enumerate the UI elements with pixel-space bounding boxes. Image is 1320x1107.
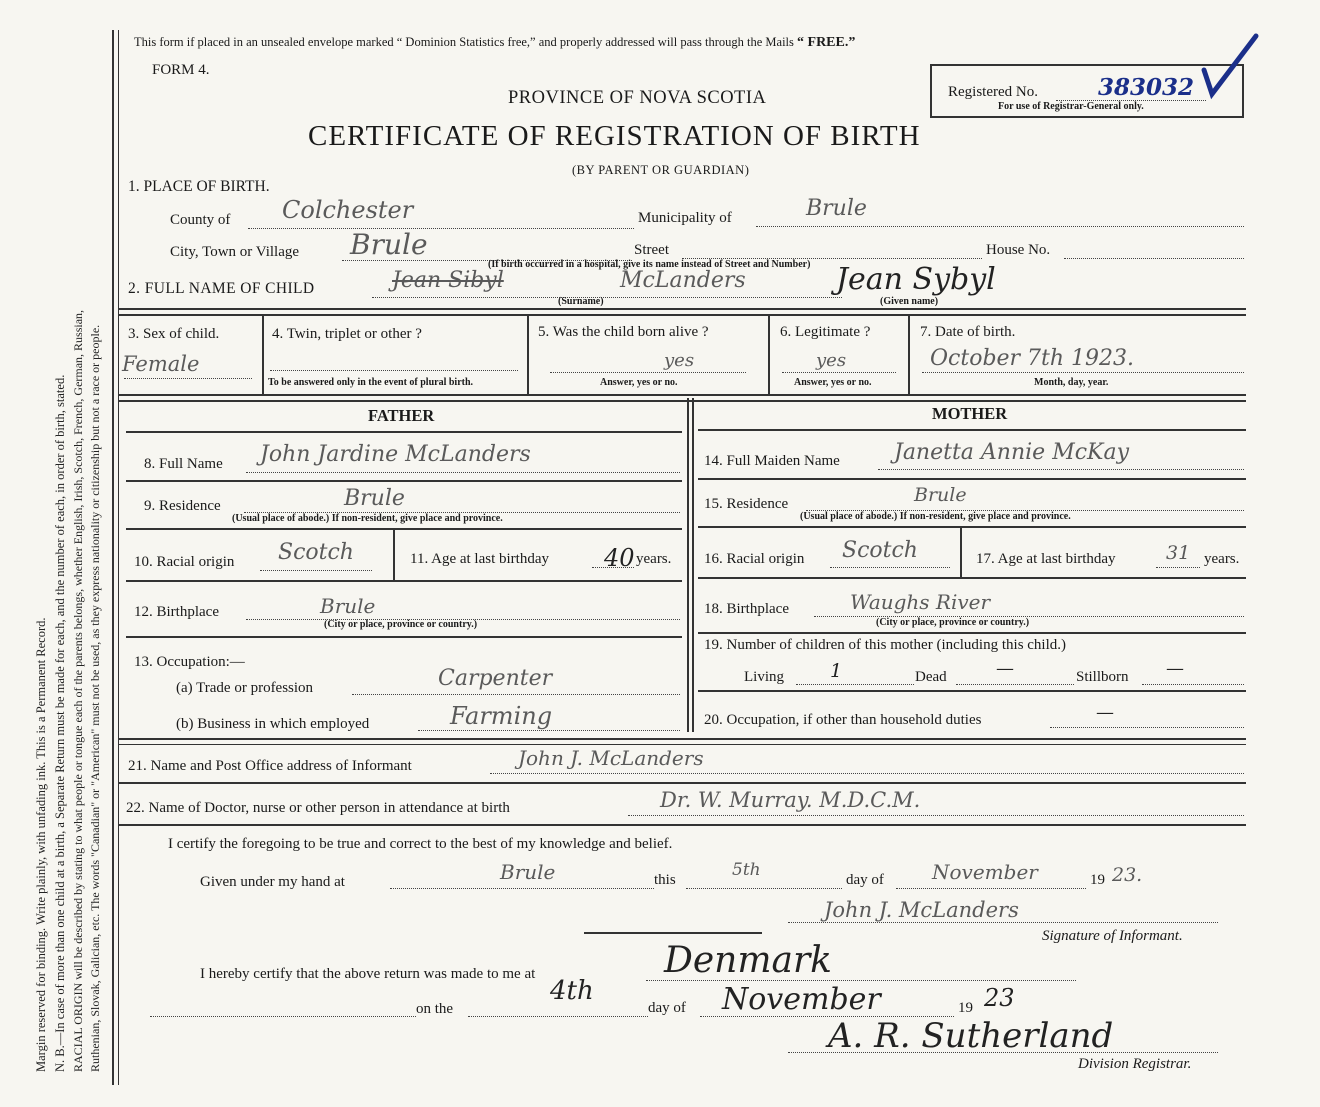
municipality-label: Municipality of: [638, 210, 732, 226]
sex-label: 3. Sex of child.: [128, 326, 220, 342]
given-place-value: Brule: [500, 860, 556, 884]
registered-box: [930, 64, 1244, 118]
registrar-signature: A. R. Sutherland: [828, 1016, 1114, 1056]
mother-age-value: 31: [1166, 542, 1191, 564]
certificate-subtitle: (BY PARENT OR GUARDIAN): [572, 163, 750, 177]
registrar-statement: I hereby certify that the above return was made to me at: [200, 966, 536, 982]
father-age-label: 11. Age at last birthday: [410, 551, 549, 567]
registered-number: 383032: [1098, 74, 1195, 101]
twin-note: To be answered only in the event of plural birth.: [268, 377, 474, 388]
mother-residence-label: 15. Residence: [704, 496, 789, 512]
stillborn-label: Stillborn: [1076, 669, 1129, 685]
rule-1: [118, 308, 1246, 310]
dob-caption: Month, day, year.: [1034, 377, 1109, 388]
certificate-title: CERTIFICATE OF REGISTRATION OF BIRTH: [308, 120, 921, 152]
mother-occupation-value: —: [1096, 702, 1114, 723]
city-value: Brule: [350, 228, 428, 261]
mail-note: This form if placed in an unsealed envelope marked “ Dominion Statistics free,” and properly addressed will pass through the Mails “ FREE.”: [134, 35, 856, 50]
county-label: County of: [170, 212, 231, 228]
legitimate-caption: Answer, yes or no.: [794, 377, 872, 388]
mother-age-unit: years.: [1204, 551, 1240, 567]
dead-label: Dead: [915, 669, 947, 685]
mother-occupation-label: 20. Occupation, if other than household duties: [704, 712, 982, 728]
rule-2: [118, 314, 1246, 316]
stillborn-value: —: [1166, 658, 1184, 679]
mother-racial-value: Scotch: [842, 538, 918, 563]
mother-name-label: 14. Full Maiden Name: [704, 453, 840, 469]
left-border-inner: [118, 30, 119, 1085]
child-name-label: 2. FULL NAME OF CHILD: [128, 280, 315, 297]
rule-5: [118, 738, 1246, 740]
surname-caption: (Surname): [558, 296, 604, 307]
mother-children-label: 19. Number of children of this mother (including this child.): [704, 637, 1067, 653]
living-label: Living: [744, 669, 784, 685]
father-age-unit: years.: [636, 551, 672, 567]
rule-4: [118, 400, 1246, 402]
hospital-note: (If birth occurred in a hospital, give its name instead of Street and Number): [488, 259, 811, 270]
registrar-year-value: 23: [984, 984, 1015, 1012]
rule-3: [118, 394, 1246, 396]
informant-label: 21. Name and Post Office address of Informant: [128, 758, 412, 774]
registrar-caption: Division Registrar.: [1078, 1056, 1192, 1072]
this-label: this: [654, 872, 676, 888]
certify-statement: I certify the foregoing to be true and correct to the best of my knowledge and belief.: [168, 836, 673, 852]
father-birthplace-value: Brule: [320, 594, 376, 618]
mother-heading: MOTHER: [932, 404, 1008, 423]
father-occupation-label: 13. Occupation:—: [134, 654, 245, 670]
father-racial-label: 10. Racial origin: [134, 554, 235, 570]
house-label: House No.: [986, 242, 1051, 258]
alive-label: 5. Was the child born alive ?: [538, 324, 709, 340]
form-number: FORM 4.: [152, 62, 210, 78]
informant-value: John J. McLanders: [518, 746, 704, 770]
mother-name-value: Janetta Annie McKay: [894, 440, 1130, 465]
father-name-value: John Jardine McLanders: [260, 442, 531, 467]
father-age-value: 40: [604, 544, 635, 572]
margin-note-binding: Margin reserved for binding. Write plainly, with unfading ink. This is a Permanent Record.: [34, 617, 48, 1072]
column-divider: [687, 398, 689, 732]
mother-birthplace-note: (City or place, province or country.): [876, 617, 1030, 628]
legitimate-value: yes: [816, 350, 847, 371]
father-racial-value: Scotch: [278, 540, 354, 565]
given-under-label: Given under my hand at: [200, 874, 345, 890]
left-border: [112, 30, 114, 1085]
sex-value: Female: [122, 352, 200, 376]
dob-label: 7. Date of birth.: [920, 324, 1016, 340]
given-month-value: November: [932, 860, 1038, 884]
twin-label: 4. Twin, triplet or other ?: [272, 326, 422, 342]
county-value: Colchester: [282, 196, 414, 224]
registrar-year-prefix: 19: [958, 1000, 973, 1016]
mother-residence-value: Brule: [914, 484, 967, 506]
registered-note: For use of Registrar-General only.: [998, 101, 1144, 112]
street-label: Street: [634, 242, 669, 258]
father-heading: FATHER: [368, 406, 435, 425]
dob-value: October 7th 1923.: [930, 346, 1135, 371]
registrar-month-value: November: [722, 982, 881, 1017]
father-residence-note: (Usual place of abode.) If non-resident, give place and province.: [232, 513, 503, 524]
dead-value: —: [996, 658, 1014, 679]
given-year-prefix: 19: [1090, 872, 1105, 888]
on-the-label: on the: [416, 1001, 454, 1017]
legitimate-label: 6. Legitimate ?: [780, 324, 871, 340]
doctor-label: 22. Name of Doctor, nurse or other person in attendance at birth: [126, 800, 510, 816]
surname-value: McLanders: [620, 268, 746, 293]
mother-age-label: 17. Age at last birthday: [976, 551, 1116, 567]
registrar-place-value: Denmark: [664, 940, 832, 981]
city-label: City, Town or Village: [170, 244, 300, 260]
given-name-caption: (Given name): [880, 296, 939, 307]
father-trade-value: Carpenter: [438, 666, 553, 691]
registrar-day-value: 4th: [550, 976, 594, 1006]
municipality-value: Brule: [806, 196, 867, 221]
alive-caption: Answer, yes or no.: [600, 377, 678, 388]
surname-struck-value: Jean Sibyl: [392, 268, 504, 293]
mother-birthplace-value: Waughs River: [850, 590, 991, 614]
mother-residence-note: (Usual place of abode.) If non-resident, give place and province.: [800, 511, 1071, 522]
father-name-label: 8. Full Name: [144, 456, 223, 472]
father-business-label: (b) Business in which employed: [176, 716, 370, 732]
informant-signature-caption: Signature of Informant.: [1042, 928, 1183, 944]
mother-birthplace-label: 18. Birthplace: [704, 601, 789, 617]
given-day-of-label: day of: [846, 872, 884, 888]
given-year-value: 23.: [1112, 864, 1143, 886]
father-trade-label: (a) Trade or profession: [176, 680, 314, 696]
informant-signature: John J. McLanders: [824, 898, 1019, 922]
place-of-birth-heading: 1. PLACE OF BIRTH.: [128, 178, 270, 195]
father-birthplace-note: (City or place, province or country.): [324, 619, 478, 630]
doctor-value: Dr. W. Murray. M.D.C.M.: [660, 788, 921, 812]
registered-label: Registered No.: [948, 84, 1038, 100]
province-heading: PROVINCE OF NOVA SCOTIA: [508, 88, 767, 108]
given-name-value: Jean Sybyl: [836, 262, 996, 297]
father-business-value: Farming: [450, 702, 553, 730]
mother-racial-label: 16. Racial origin: [704, 551, 805, 567]
father-birthplace-label: 12. Birthplace: [134, 604, 219, 620]
registrar-day-of-label: day of: [648, 1000, 686, 1016]
margin-note-multiple-births: N. B.—In case of more than one child at a birth, a Separate Return must be made for each, and the number of each, in order of birth, stated.: [53, 374, 67, 1072]
father-residence-value: Brule: [344, 486, 405, 511]
given-day-value: 5th: [732, 860, 761, 880]
margin-note-racial-origin-1: RACIAL ORIGIN will be described by stating to what people or tongue each of the parents belongs, whether English, Irish, Scotch, French, German, Russian,: [71, 309, 85, 1072]
checkmark-icon: [1198, 30, 1268, 102]
living-value: 1: [830, 660, 843, 682]
father-residence-label: 9. Residence: [144, 498, 221, 514]
margin-note-racial-origin-2: Ruthenian, Slovak, Galician, etc. The words "Canadian" or "American" must not be used, as they express nationality or citizenship but not a race or people.: [88, 324, 102, 1072]
alive-value: yes: [664, 350, 695, 371]
